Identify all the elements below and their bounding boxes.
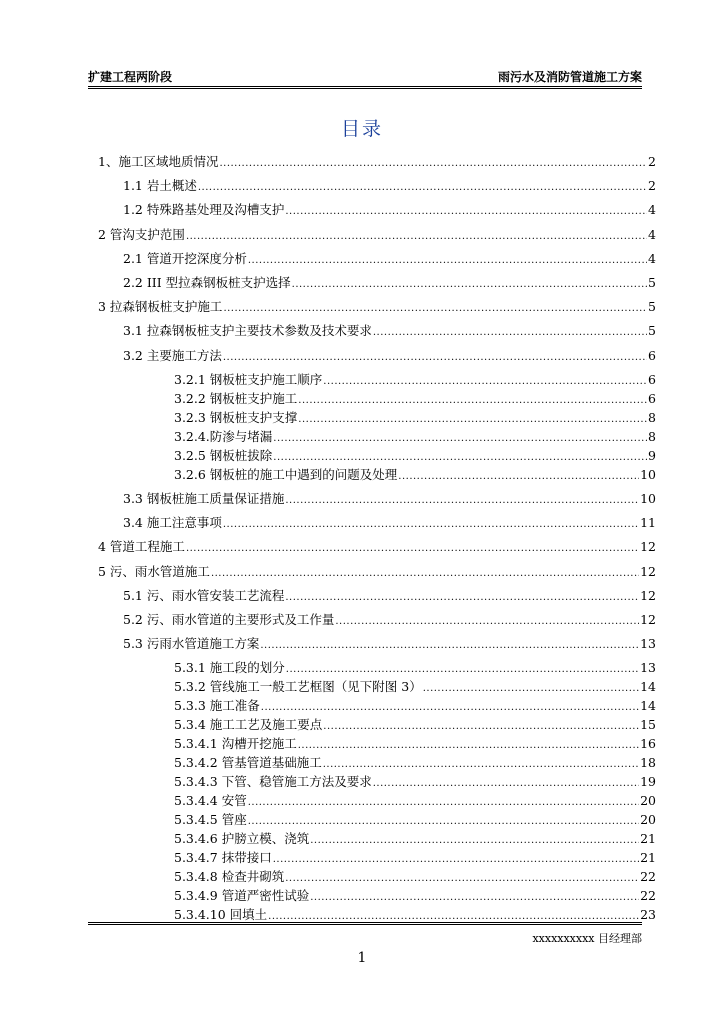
toc-leader-dots [292, 277, 647, 293]
toc-entry-page: 22 [640, 888, 656, 904]
footer-department: xxxxxxxxxx 目经理部 [532, 932, 642, 945]
toc-entry-page: 6 [648, 390, 656, 406]
toc-entry[interactable] [123, 491, 656, 509]
toc-leader-dots [423, 681, 639, 697]
toc-entry[interactable] [174, 717, 656, 735]
toc-entry-text: 5.3.4.2 管基管道基础施工 [174, 755, 322, 771]
toc-entry[interactable] [123, 202, 656, 220]
toc-entry-page: 2 [648, 178, 656, 194]
toc-entry[interactable] [174, 793, 656, 811]
toc-entry-text: 5.3 污雨水管道施工方案 [123, 636, 260, 652]
toc-entry[interactable] [123, 515, 656, 533]
toc-entry[interactable] [174, 429, 656, 447]
toc-entry-text: 2 管沟支护范围 [98, 226, 185, 242]
toc-entry[interactable] [123, 275, 656, 293]
toc-entry[interactable] [98, 539, 656, 557]
toc-entry[interactable] [174, 679, 656, 697]
toc-entry[interactable] [174, 391, 656, 409]
toc-entry-text: 3.2.1 钢板桩支护施工顺序 [174, 371, 323, 387]
toc-leader-dots [248, 253, 647, 269]
toc-entry-page: 9 [648, 447, 656, 463]
toc-entry-text: 5 污、雨水管道施工 [98, 563, 210, 579]
toc-leader-dots [285, 590, 639, 606]
toc-entry[interactable] [123, 348, 656, 366]
toc-leader-dots [323, 719, 639, 735]
toc-leader-dots [298, 738, 639, 754]
toc-entry-page: 16 [640, 736, 656, 752]
toc-entry[interactable] [123, 178, 656, 196]
toc-entry[interactable] [174, 467, 656, 485]
toc-leader-dots [298, 393, 647, 409]
toc-entry-page: 20 [640, 812, 656, 828]
toc-leader-dots [398, 469, 639, 485]
header-rule [88, 86, 642, 89]
toc-entry-text: 3.1 拉森钢板桩支护主要技术参数及技术要求 [123, 323, 372, 339]
toc-leader-dots [373, 776, 639, 792]
toc-entry[interactable] [174, 755, 656, 773]
toc-entry-page: 5 [648, 275, 656, 290]
toc-entry[interactable] [174, 812, 656, 830]
toc-entry-text: 5.3.4 施工工艺及施工要点 [174, 717, 323, 733]
toc-entry-text: 3.3 钢板桩施工质量保证措施 [123, 491, 285, 506]
toc-leader-dots [211, 566, 639, 582]
toc-entry-page: 14 [640, 679, 656, 695]
toc-entry-page: 4 [648, 202, 656, 218]
toc-entry-text: 5.3.2 管线施工一般工艺框图（见下附图 3） [174, 679, 422, 695]
toc-entry[interactable] [174, 850, 656, 868]
toc-leader-dots [286, 662, 639, 678]
toc-entry-text: 1、施工区域地质情况 [98, 154, 219, 169]
toc-leader-dots [273, 450, 647, 466]
toc-entry-page: 12 [640, 539, 656, 555]
toc-entry-text: 4 管道工程施工 [98, 539, 185, 555]
toc-entry-text: 2.1 管道开挖深度分析 [123, 250, 247, 266]
toc-leader-dots [323, 757, 639, 773]
toc-entry[interactable] [98, 227, 656, 245]
toc-entry-text: 5.2 污、雨水管道的主要形式及工作量 [123, 612, 335, 627]
toc-entry-page: 21 [640, 831, 656, 847]
toc-entry-page: 12 [640, 563, 656, 579]
toc-leader-dots [219, 156, 647, 172]
toc-leader-dots [323, 374, 647, 390]
toc-entry[interactable] [123, 588, 656, 606]
toc-entry-page: 12 [640, 587, 656, 603]
toc-leader-dots [373, 325, 647, 341]
toc-entry-page: 23 [640, 907, 656, 923]
footer-rule [88, 922, 642, 925]
toc-entry-page: 8 [648, 409, 656, 425]
toc-entry-text: 5.3.4.5 管座 [174, 812, 247, 828]
toc-leader-dots [223, 517, 639, 533]
toc-leader-dots [223, 301, 647, 317]
toc-leader-dots [285, 871, 639, 887]
toc-entry[interactable] [174, 736, 656, 754]
toc-entry-page: 18 [640, 755, 656, 771]
toc-entry-text: 3 拉森钢板桩支护施工 [98, 299, 223, 315]
toc-entry-text: 3.2.2 钢板桩支护施工 [174, 390, 298, 406]
toc-entry-page: 13 [640, 636, 656, 652]
toc-entry-page: 20 [640, 793, 656, 809]
toc-entry[interactable] [174, 660, 656, 678]
header-project-name: 扩建工程两阶段 [88, 70, 173, 84]
toc-entry-page: 22 [640, 869, 656, 885]
toc-entry[interactable] [174, 831, 656, 849]
toc-entry-page: 14 [640, 698, 656, 714]
toc-entry[interactable] [174, 372, 656, 390]
toc-entry-text: 5.3.4.6 护膀立模、浇筑 [174, 831, 310, 847]
toc-leader-dots [310, 890, 639, 906]
toc-entry[interactable] [174, 448, 656, 466]
toc-entry-text: 5.1 污、雨水管安装工艺流程 [123, 587, 285, 603]
toc-entry-page: 11 [640, 515, 656, 531]
toc-entry-text: 5.3.4.9 管道严密性试验 [174, 888, 310, 904]
toc-entry[interactable] [98, 299, 656, 317]
toc-entry-text: 5.3.4.1 沟槽开挖施工 [174, 736, 297, 752]
toc-entry-text: 5.3.4.10 回填土 [174, 907, 268, 923]
toc-entry-text: 3.4 施工注意事项 [123, 515, 222, 531]
toc-title: 目录 [340, 118, 383, 140]
toc-leader-dots [186, 541, 639, 557]
toc-entry-page: 6 [648, 347, 656, 363]
toc-entry-page: 4 [648, 250, 656, 266]
toc-entry-page: 12 [640, 612, 656, 627]
toc-entry[interactable] [123, 612, 656, 630]
header-document-title: 雨污水及消防管道施工方案 [497, 70, 642, 84]
toc-entry-page: 10 [640, 491, 656, 506]
toc-leader-dots [248, 814, 639, 830]
toc-entry-text: 5.3.4.3 下管、稳管施工方法及要求 [174, 774, 372, 790]
toc-entry[interactable] [123, 636, 656, 654]
toc-entry-page: 19 [640, 774, 656, 790]
toc-entry-page: 8 [648, 428, 656, 444]
toc-leader-dots [335, 614, 639, 630]
page-header [88, 64, 642, 86]
toc-entry-page: 2 [648, 154, 656, 169]
toc-entry[interactable] [98, 564, 656, 582]
toc-entry-text: 3.2.6 钢板桩的施工中遇到的问题及处理 [174, 466, 398, 482]
toc-entry-page: 6 [648, 371, 656, 387]
toc-entry-page: 5 [648, 323, 656, 339]
toc-entry[interactable] [123, 251, 656, 269]
toc-entry-text: 1.1 岩土概述 [123, 178, 197, 194]
toc-entry-page: 4 [648, 226, 656, 242]
toc-entry-text: 3.2.3 钢板桩支护支撑 [174, 409, 298, 425]
toc-entry[interactable] [174, 869, 656, 887]
page-number: 1 [357, 950, 367, 966]
toc-entry-page: 21 [640, 850, 656, 866]
toc-entry[interactable] [123, 323, 656, 341]
toc-entry-text: 3.2 主要施工方法 [123, 347, 222, 363]
toc-leader-dots [260, 638, 639, 654]
toc-entry-text: 2.2 III 型拉森钢板桩支护选择 [123, 275, 291, 290]
toc-leader-dots [273, 852, 639, 868]
toc-entry-text: 5.3.3 施工准备 [174, 698, 260, 714]
toc-entry[interactable] [174, 774, 656, 792]
toc-entry[interactable] [174, 698, 656, 716]
toc-entry-text: 5.3.4.4 安管 [174, 793, 247, 809]
toc-leader-dots [285, 204, 647, 220]
toc-leader-dots [310, 833, 639, 849]
toc-entry-text: 5.3.4.7 抹带接口 [174, 850, 272, 866]
toc-entry-text: 5.3.1 施工段的划分 [174, 660, 285, 676]
toc-leader-dots [186, 229, 647, 245]
toc-entry-text: 1.2 特殊路基处理及沟槽支护 [123, 202, 285, 218]
toc-entry[interactable] [98, 154, 656, 172]
toc-leader-dots [285, 493, 639, 509]
toc-entry-page: 10 [640, 466, 656, 482]
toc-leader-dots [198, 180, 647, 196]
toc-entry-text: 3.2.4.防渗与堵漏 [174, 428, 273, 444]
toc-entry-text: 5.3.4.8 检查井砌筑 [174, 869, 285, 885]
toc-entry-page: 5 [648, 299, 656, 315]
toc-leader-dots [298, 412, 647, 428]
toc-entry[interactable] [174, 888, 656, 906]
toc-entry-page: 13 [640, 660, 656, 676]
toc-leader-dots [248, 795, 639, 811]
toc-entry[interactable] [174, 410, 656, 428]
toc-leader-dots [273, 431, 647, 447]
toc-entry-text: 3.2.5 钢板桩拔除 [174, 447, 273, 463]
toc-entry-page: 15 [640, 717, 656, 733]
toc-leader-dots [223, 350, 647, 366]
toc-leader-dots [261, 700, 639, 716]
